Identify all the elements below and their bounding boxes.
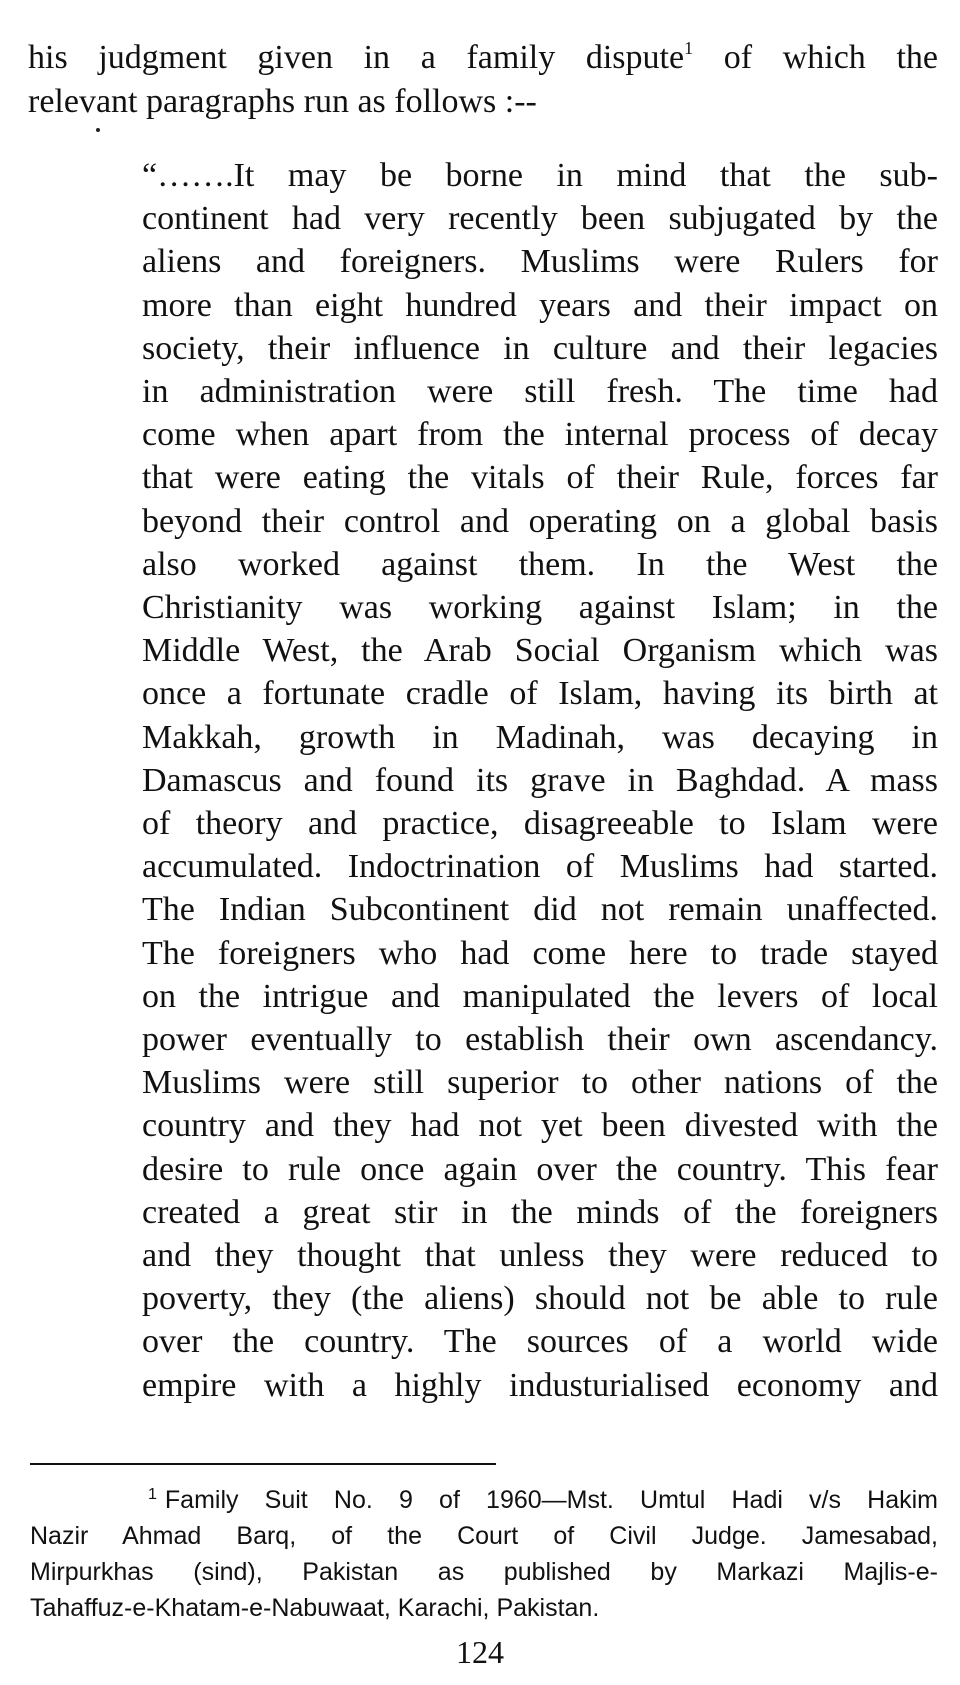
quote-line: Middle West, the Arab Social Organism which was (142, 632, 938, 670)
intro-line-1-tail: of which the (693, 39, 938, 76)
quote-line: “…….It may be borne in mind that the sub- (142, 157, 938, 194)
quote-line: beyond their control and operating on a global basis (142, 502, 938, 540)
quote-line: over the country. The sources of a world wide (142, 1323, 938, 1361)
quote-line: also worked against them. In the West the (142, 545, 938, 583)
quote-line: society, their influence in culture and their legacies (142, 329, 938, 367)
intro-paragraph (28, 26, 938, 124)
footnote-line-3: Mirpurkhas (sind), Pakistan as published by Markazi Majlis-e- (30, 1558, 938, 1586)
intro-line-1-text: his judgment given in a family dispute (28, 39, 685, 76)
quote-line: Christianity was working against Islam; in the (142, 589, 938, 627)
footnote-marker: 1 (148, 1486, 157, 1503)
quote-line: Muslims were still superior to other nations of the (142, 1064, 938, 1102)
quote-line: country and they had not yet been divested with the (142, 1107, 938, 1145)
quote-line: empire with a highly industurialised economy and (142, 1366, 938, 1404)
page-number: 124 (456, 1634, 504, 1670)
quote-line: power eventually to establish their own ascendancy. (142, 1021, 938, 1059)
block-quote (142, 154, 938, 1407)
quote-line: desire to rule once again over the country. This fear (142, 1150, 938, 1188)
footnote-line-2: Nazir Ahmad Barq, of the Court of Civil Judge. Jamesabad, (30, 1522, 938, 1550)
quote-line: continent had very recently been subjugated by the (142, 200, 938, 238)
quote-line: come when apart from the internal process of decay (142, 416, 938, 454)
quote-line: poverty, they (the aliens) should not be able to rule (142, 1280, 938, 1318)
quote-line: aliens and foreigners. Muslims were Rulers for (142, 243, 938, 281)
quote-line: more than eight hundred years and their impact on (142, 286, 938, 324)
quote-line: that were eating the vitals of their Rule, forces far (142, 459, 938, 497)
intro-line-1 (28, 26, 938, 80)
quote-line: The foreigners who had come here to trade stayed (142, 934, 938, 972)
footnote-line-4: Tahaffuz-e-Khatam-e-Nabuwaat, Karachi, Pakistan. (30, 1594, 600, 1622)
quote-line: accumulated. Indoctrination of Muslims had started. (142, 848, 938, 886)
footnote-line-1 (30, 1477, 938, 1518)
quote-line: of theory and practice, disagreeable to Islam were (142, 805, 938, 843)
footnote (30, 1477, 938, 1626)
footnote-reference: 1 (684, 38, 694, 58)
footnote-line-1-text: Family Suit No. 9 of 1960—Mst. Umtul Hadi v/s Hakim (164, 1486, 938, 1514)
intro-line-2: relevant paragraphs run as follows :-- (28, 83, 537, 120)
print-speck (96, 128, 100, 132)
quote-line: in administration were still fresh. The time had (142, 373, 938, 411)
quote-line: Makkah, growth in Madinah, was decaying in (142, 718, 938, 756)
footnote-divider (30, 1463, 496, 1465)
quote-line: The Indian Subcontinent did not remain unaffected. (142, 891, 938, 929)
quote-line: and they thought that unless they were reduced to (142, 1237, 938, 1275)
quote-line: once a fortunate cradle of Islam, having its birth at (142, 675, 938, 713)
quote-line: Damascus and found its grave in Baghdad. A mass (142, 761, 938, 799)
quote-line: created a great stir in the minds of the foreigners (142, 1193, 938, 1231)
quote-line: on the intrigue and manipulated the levers of local (142, 977, 938, 1015)
